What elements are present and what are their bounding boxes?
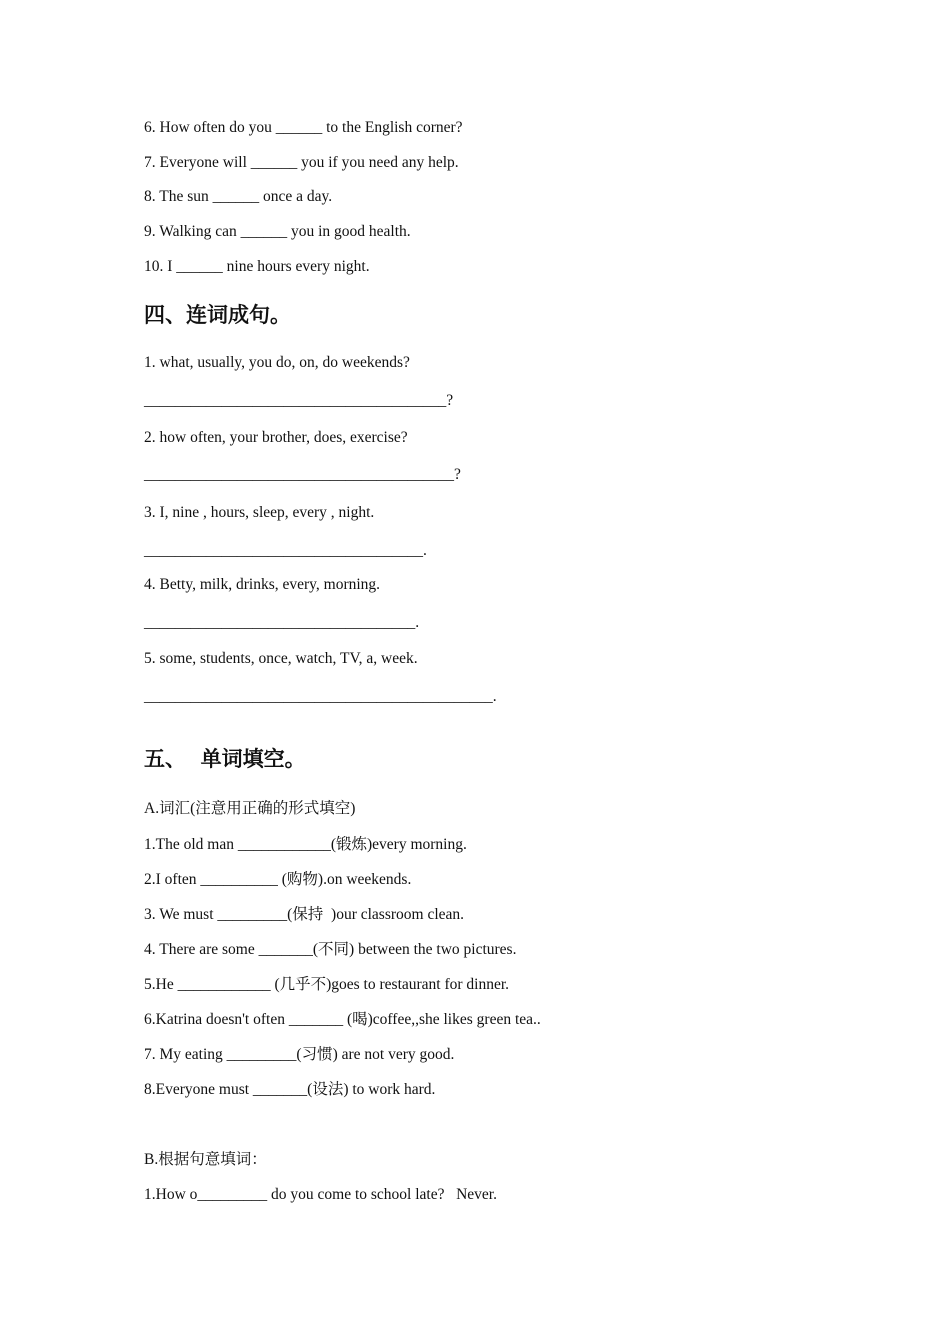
- exercise-prompt: 4. Betty, milk, drinks, every, morning.: [144, 576, 381, 593]
- part-title: A.词汇(注意用正确的形式填空): [144, 800, 356, 817]
- answer-line: ________________________________________?: [144, 466, 461, 483]
- exercise-prompt: 3. I, nine , hours, sleep, every , night.: [144, 504, 375, 521]
- exercise-item: 7. My eating _________(习惯) are not very good.: [144, 1046, 455, 1063]
- exercise-item: 9. Walking can ______ you in good health.: [144, 223, 411, 240]
- exercise-item: 6.Katrina doesn't often _______ (喝)coffee,,she likes green tea..: [144, 1011, 541, 1028]
- exercise-item: 1.How o_________ do you come to school late? Never.: [144, 1186, 497, 1203]
- answer-line: ____________________________________.: [144, 542, 427, 559]
- exercise-item: 3. We must _________(保持 )our classroom clean.: [144, 906, 465, 923]
- exercise-item: 7. Everyone will ______ you if you need any help.: [144, 154, 459, 171]
- exercise-prompt: 1. what, usually, you do, on, do weekends?: [144, 354, 410, 371]
- part-title: B.根据句意填词：: [144, 1151, 267, 1168]
- answer-line: _______________________________________?: [144, 392, 454, 409]
- exercise-item: 2.I often __________ (购物).on weekends.: [144, 871, 412, 888]
- section-heading: 四、连词成句。: [144, 303, 291, 327]
- exercise-item: 8. The sun ______ once a day.: [144, 188, 333, 205]
- exercise-item: 10. I ______ nine hours every night.: [144, 258, 370, 275]
- exercise-item: 5.He ____________ (几乎不)goes to restaurant for dinner.: [144, 976, 510, 993]
- exercise-prompt: 2. how often, your brother, does, exercise?: [144, 429, 408, 446]
- answer-line: ___________________________________.: [144, 614, 420, 631]
- exercise-item: 1.The old man ____________(锻炼)every morning.: [144, 836, 467, 853]
- section-heading: 五、 单词填空。: [144, 747, 306, 771]
- exercise-item: 4. There are some _______(不同) between the two pictures.: [144, 941, 517, 958]
- answer-line: _____________________________________________.: [144, 688, 497, 705]
- exercise-prompt: 5. some, students, once, watch, TV, a, week.: [144, 650, 418, 667]
- exercise-item: 6. How often do you ______ to the English corner?: [144, 119, 463, 136]
- exercise-item: 8.Everyone must _______(设法) to work hard.: [144, 1081, 436, 1098]
